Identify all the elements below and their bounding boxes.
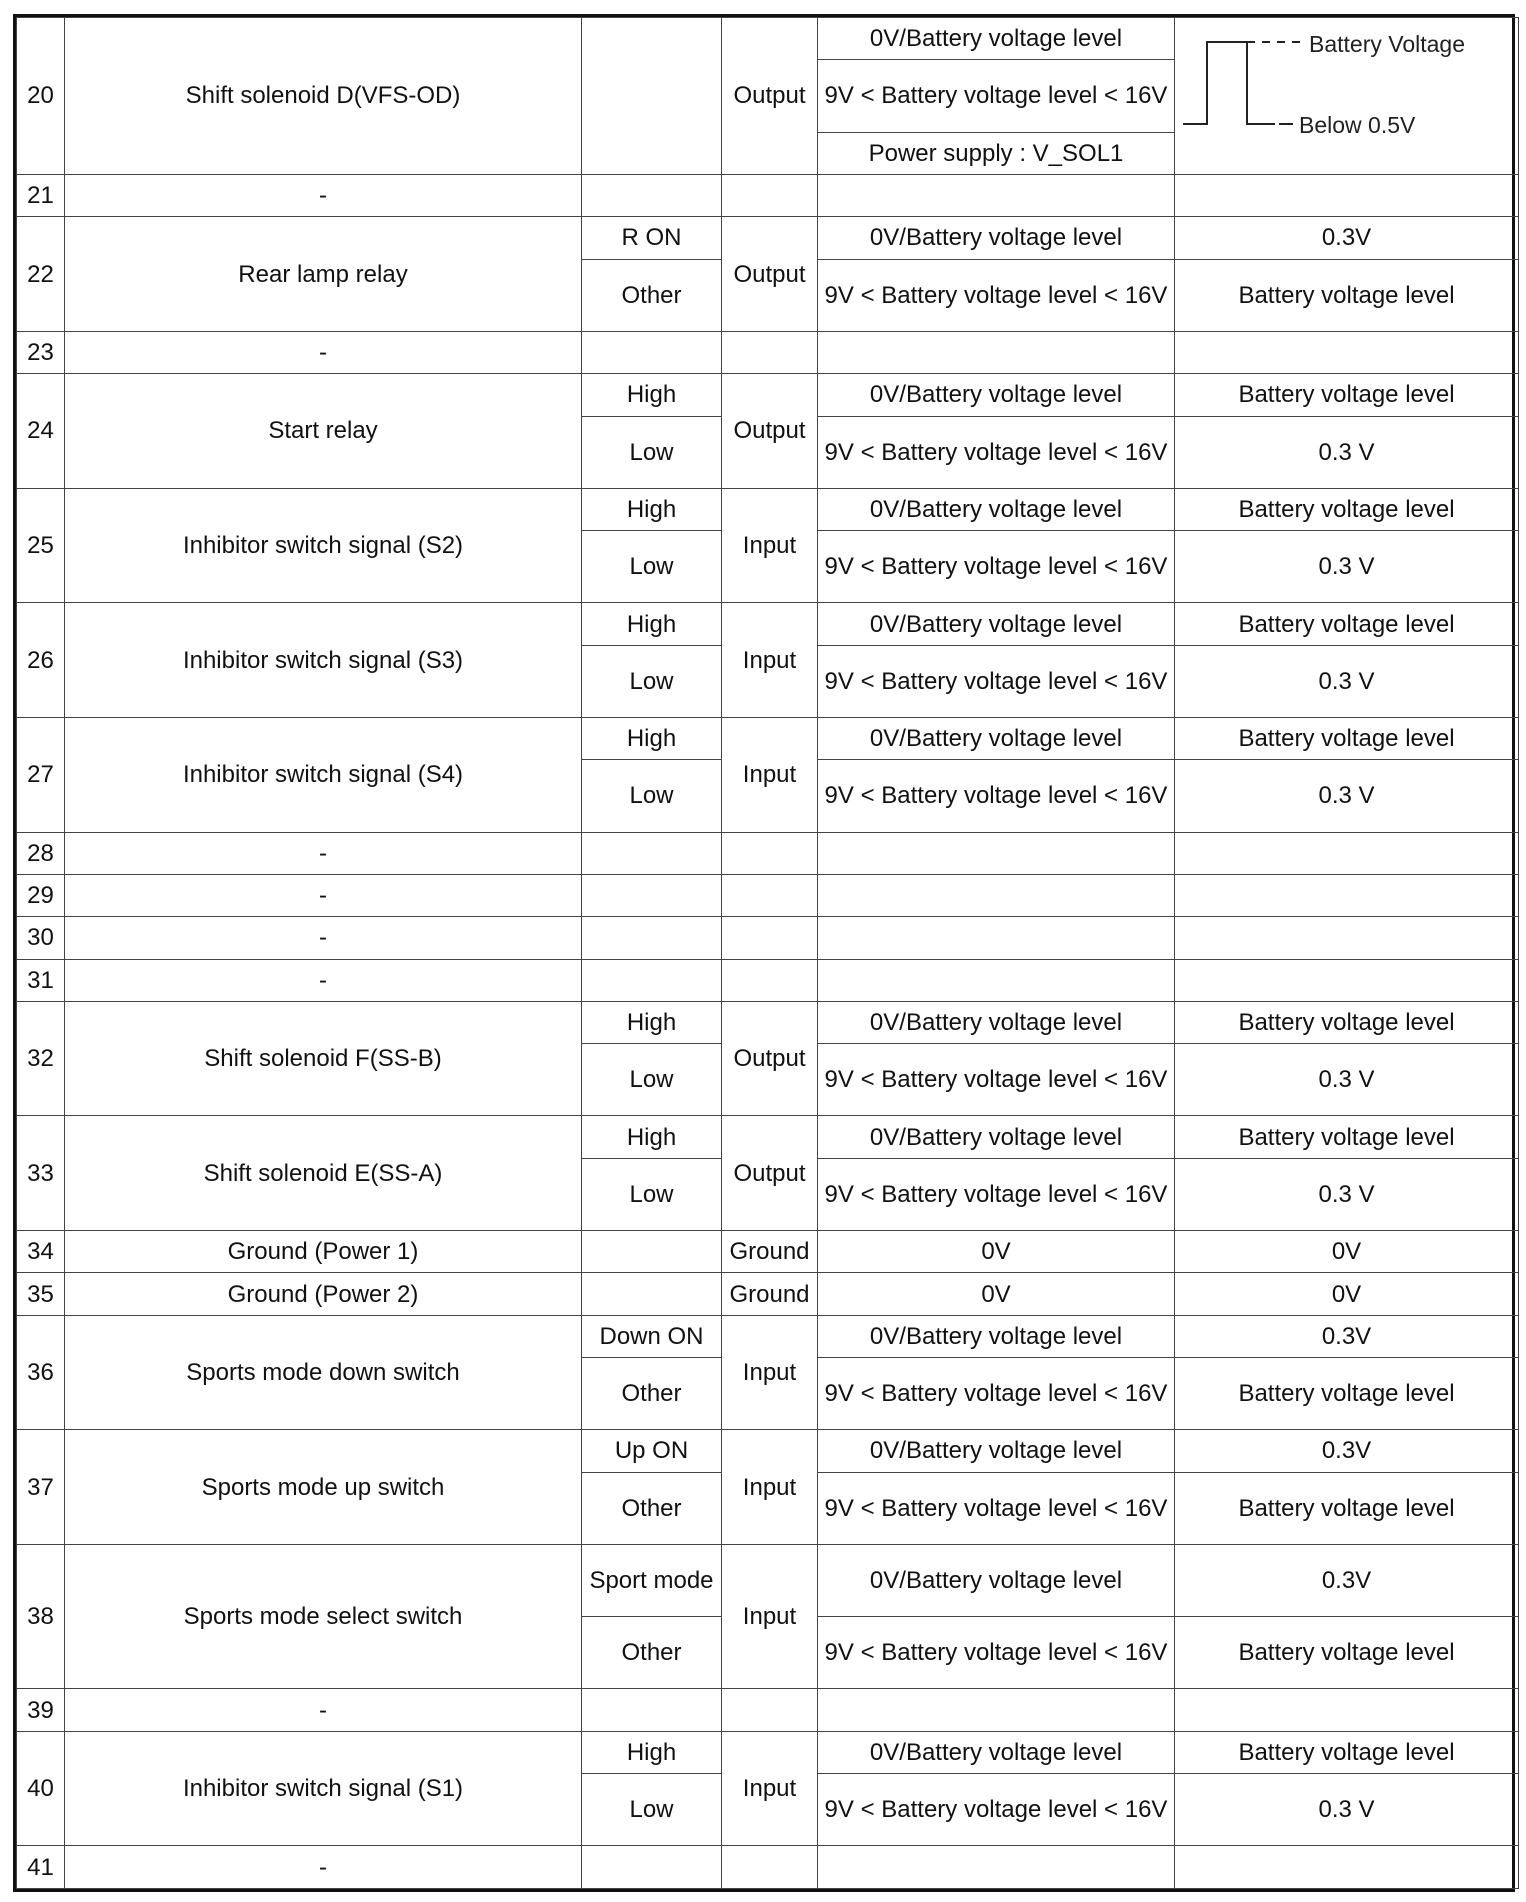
condition-state: High: [582, 603, 722, 645]
pin-number: 23: [17, 331, 65, 373]
test-condition: 9V < Battery voltage level < 16V: [818, 1472, 1175, 1544]
spec-value-cell: [1175, 1689, 1519, 1731]
pin-number: 36: [17, 1315, 65, 1430]
io-type-cell: [722, 959, 818, 1001]
condition-cell: [582, 874, 722, 916]
test-condition: 0V/Battery voltage level: [818, 1315, 1175, 1357]
pin-number: 30: [17, 917, 65, 959]
spec-value: Battery voltage level: [1175, 1001, 1519, 1043]
io-type: Output: [722, 1001, 818, 1116]
low-level-label: Below 0.5V: [1299, 112, 1416, 138]
io-type-cell: [722, 174, 818, 216]
io-type: Output: [722, 1116, 818, 1231]
spec-value: 0.3V: [1175, 217, 1519, 259]
pin-description: Inhibitor switch signal (S2): [65, 488, 582, 603]
pin-number: 39: [17, 1689, 65, 1731]
test-condition-cell: [818, 331, 1175, 373]
pin-description: Shift solenoid E(SS-A): [65, 1116, 582, 1231]
io-type: Input: [722, 1731, 818, 1846]
pin-description: Inhibitor switch signal (S1): [65, 1731, 582, 1846]
test-condition: 9V < Battery voltage level < 16V: [818, 760, 1175, 832]
condition-cell: [582, 1689, 722, 1731]
pin-number: 29: [17, 874, 65, 916]
io-type-cell: [722, 1846, 818, 1889]
condition-cell: [582, 1846, 722, 1889]
condition-state: Low: [582, 1158, 722, 1230]
waveform-cell: [1175, 18, 1519, 175]
table-row: [17, 174, 1519, 216]
spec-value: 0.3 V: [1175, 1158, 1519, 1230]
spec-value: 0.3 V: [1175, 760, 1519, 832]
pin-number: 21: [17, 174, 65, 216]
table-row: [17, 1315, 1519, 1357]
pin-number: 35: [17, 1273, 65, 1315]
pin-number: 24: [17, 374, 65, 489]
condition-cell: [582, 174, 722, 216]
io-type: Input: [722, 1315, 818, 1430]
table-row: [17, 1116, 1519, 1158]
condition-cell: [582, 959, 722, 1001]
condition-state: [582, 1231, 722, 1273]
io-type-cell: [722, 917, 818, 959]
test-condition: 9V < Battery voltage level < 16V: [818, 645, 1175, 717]
pin-number: 28: [17, 832, 65, 874]
test-condition-cell: [818, 174, 1175, 216]
table-row: [17, 488, 1519, 530]
condition-state: [582, 1273, 722, 1315]
test-condition: Power supply : V_SOL1: [818, 132, 1175, 174]
io-type: Ground: [722, 1231, 818, 1273]
pin-description: Sports mode down switch: [65, 1315, 582, 1430]
pin-description: Inhibitor switch signal (S3): [65, 603, 582, 718]
spec-value-cell: [1175, 832, 1519, 874]
pin-description: Sports mode select switch: [65, 1544, 582, 1688]
io-type: Output: [722, 18, 818, 175]
pin-number: 34: [17, 1231, 65, 1273]
io-type: Output: [722, 217, 818, 332]
spec-value: 0.3V: [1175, 1315, 1519, 1357]
table-row: [17, 832, 1519, 874]
table-row: [17, 874, 1519, 916]
spec-value-cell: [1175, 959, 1519, 1001]
spec-value: 0.3 V: [1175, 531, 1519, 603]
pin-description: Rear lamp relay: [65, 217, 582, 332]
spec-value-cell: [1175, 917, 1519, 959]
pin-number: 25: [17, 488, 65, 603]
table-row: [17, 18, 1519, 60]
spec-value: Battery voltage level: [1175, 1116, 1519, 1158]
condition-state: High: [582, 1116, 722, 1158]
pin-number: 38: [17, 1544, 65, 1688]
io-type: Input: [722, 717, 818, 832]
condition-state: Sport mode: [582, 1544, 722, 1616]
condition-cell: [582, 917, 722, 959]
spec-value: Battery voltage level: [1175, 374, 1519, 416]
spec-value-cell: [1175, 174, 1519, 216]
spec-value: 0.3V: [1175, 1430, 1519, 1472]
test-condition-cell: [818, 1846, 1175, 1889]
condition-state: High: [582, 374, 722, 416]
spec-value-cell: [1175, 331, 1519, 373]
condition-state: Down ON: [582, 1315, 722, 1357]
spec-value: Battery voltage level: [1175, 1472, 1519, 1544]
pin-number: 20: [17, 18, 65, 175]
test-condition: 0V/Battery voltage level: [818, 603, 1175, 645]
test-condition: 0V: [818, 1273, 1175, 1315]
test-condition: 0V/Battery voltage level: [818, 1116, 1175, 1158]
pin-description: -: [65, 874, 582, 916]
test-condition: 0V/Battery voltage level: [818, 1731, 1175, 1773]
pin-number: 31: [17, 959, 65, 1001]
spec-value: 0.3 V: [1175, 416, 1519, 488]
spec-value: 0.3 V: [1175, 645, 1519, 717]
pin-number: 22: [17, 217, 65, 332]
pin-description: Ground (Power 1): [65, 1231, 582, 1273]
io-type: Input: [722, 1430, 818, 1545]
spec-value: 0V: [1175, 1231, 1519, 1273]
condition-state: Low: [582, 531, 722, 603]
test-condition: 0V/Battery voltage level: [818, 18, 1175, 60]
test-condition: 9V < Battery voltage level < 16V: [818, 1358, 1175, 1430]
io-type: Input: [722, 488, 818, 603]
pin-description: -: [65, 959, 582, 1001]
test-condition: 0V/Battery voltage level: [818, 488, 1175, 530]
spec-value: 0.3 V: [1175, 1044, 1519, 1116]
test-condition: 9V < Battery voltage level < 16V: [818, 1617, 1175, 1689]
spec-value-cell: [1175, 874, 1519, 916]
pin-number: 26: [17, 603, 65, 718]
spec-value: Battery voltage level: [1175, 488, 1519, 530]
pin-description: -: [65, 1689, 582, 1731]
pin-number: 27: [17, 717, 65, 832]
pin-description: Shift solenoid D(VFS-OD): [65, 18, 582, 175]
table-row: [17, 1846, 1519, 1889]
condition-state: Low: [582, 760, 722, 832]
pin-description: -: [65, 832, 582, 874]
test-condition: 0V: [818, 1231, 1175, 1273]
pin-description: -: [65, 917, 582, 959]
pin-description: Start relay: [65, 374, 582, 489]
condition-state: Other: [582, 259, 722, 331]
pin-description: Shift solenoid F(SS-B): [65, 1001, 582, 1116]
terminal-spec-table: [16, 17, 1519, 1889]
io-type: Ground: [722, 1273, 818, 1315]
table-row: [17, 603, 1519, 645]
test-condition: 0V/Battery voltage level: [818, 1544, 1175, 1616]
table-row: [17, 917, 1519, 959]
pin-description: -: [65, 1846, 582, 1889]
table-row: [17, 959, 1519, 1001]
io-type: Output: [722, 374, 818, 489]
table-row: [17, 1231, 1519, 1273]
table-row: [17, 1273, 1519, 1315]
pin-number: 37: [17, 1430, 65, 1545]
table-row: [17, 717, 1519, 759]
table-row: [17, 217, 1519, 259]
test-condition: 9V < Battery voltage level < 16V: [818, 259, 1175, 331]
table-body: [17, 18, 1519, 1889]
io-type-cell: [722, 832, 818, 874]
table-row: [17, 374, 1519, 416]
condition-cell: [582, 331, 722, 373]
waveform-trace: [1183, 42, 1275, 124]
test-condition: 9V < Battery voltage level < 16V: [818, 1044, 1175, 1116]
table-row: [17, 331, 1519, 373]
table-row: [17, 1001, 1519, 1043]
test-condition-cell: [818, 874, 1175, 916]
condition-state: Low: [582, 645, 722, 717]
pin-description: Inhibitor switch signal (S4): [65, 717, 582, 832]
spec-value: Battery voltage level: [1175, 1731, 1519, 1773]
condition-state: Other: [582, 1617, 722, 1689]
condition-state: High: [582, 1001, 722, 1043]
test-condition: 0V/Battery voltage level: [818, 374, 1175, 416]
test-condition: 0V/Battery voltage level: [818, 1001, 1175, 1043]
io-type-cell: [722, 1689, 818, 1731]
spec-value: Battery voltage level: [1175, 603, 1519, 645]
test-condition: 9V < Battery voltage level < 16V: [818, 531, 1175, 603]
waveform-graphic: [1175, 18, 1519, 144]
pin-number: 41: [17, 1846, 65, 1889]
terminal-spec-table-sheet: [13, 14, 1515, 1892]
pin-number: 33: [17, 1116, 65, 1231]
test-condition: 9V < Battery voltage level < 16V: [818, 1774, 1175, 1846]
test-condition: 0V/Battery voltage level: [818, 1430, 1175, 1472]
condition-state: Other: [582, 1472, 722, 1544]
test-condition: 0V/Battery voltage level: [818, 217, 1175, 259]
table-row: [17, 1689, 1519, 1731]
test-condition: 9V < Battery voltage level < 16V: [818, 60, 1175, 132]
table-row: [17, 1430, 1519, 1472]
condition-state: Low: [582, 1044, 722, 1116]
test-condition: 9V < Battery voltage level < 16V: [818, 416, 1175, 488]
condition-state: R ON: [582, 217, 722, 259]
spec-value: 0.3 V: [1175, 1774, 1519, 1846]
test-condition-cell: [818, 1689, 1175, 1731]
spec-value: Battery voltage level: [1175, 1358, 1519, 1430]
io-type: Input: [722, 1544, 818, 1688]
spec-value: 0V: [1175, 1273, 1519, 1315]
waveform-diagram: [1175, 18, 1518, 174]
io-type-cell: [722, 331, 818, 373]
condition-state: Low: [582, 416, 722, 488]
condition-state: Up ON: [582, 1430, 722, 1472]
condition-state: High: [582, 1731, 722, 1773]
pin-number: 32: [17, 1001, 65, 1116]
pin-description: Ground (Power 2): [65, 1273, 582, 1315]
condition-state: Low: [582, 1774, 722, 1846]
io-type: Input: [722, 603, 818, 718]
condition-state: High: [582, 717, 722, 759]
test-condition-cell: [818, 832, 1175, 874]
pin-number: 40: [17, 1731, 65, 1846]
condition-cell: [582, 18, 722, 175]
test-condition-cell: [818, 959, 1175, 1001]
test-condition: 9V < Battery voltage level < 16V: [818, 1158, 1175, 1230]
spec-value-cell: [1175, 1846, 1519, 1889]
pin-description: -: [65, 174, 582, 216]
pin-description: -: [65, 331, 582, 373]
spec-value: Battery voltage level: [1175, 1617, 1519, 1689]
table-row: [17, 1544, 1519, 1616]
condition-state: High: [582, 488, 722, 530]
condition-state: Other: [582, 1358, 722, 1430]
condition-cell: [582, 832, 722, 874]
test-condition: 0V/Battery voltage level: [818, 717, 1175, 759]
table-row: [17, 1731, 1519, 1773]
pin-description: Sports mode up switch: [65, 1430, 582, 1545]
test-condition-cell: [818, 917, 1175, 959]
high-level-label: Battery Voltage: [1309, 31, 1465, 57]
spec-value: Battery voltage level: [1175, 259, 1519, 331]
io-type-cell: [722, 874, 818, 916]
spec-value: Battery voltage level: [1175, 717, 1519, 759]
spec-value: 0.3V: [1175, 1544, 1519, 1616]
